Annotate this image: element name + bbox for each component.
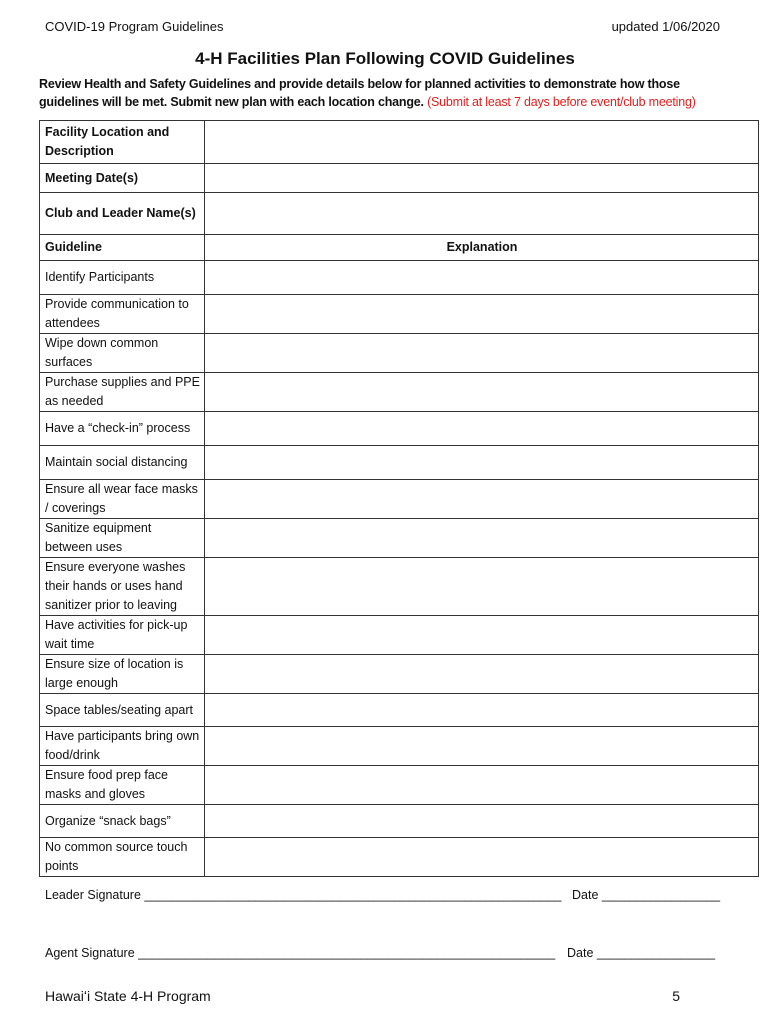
facility-location-label: Facility Location and Description bbox=[40, 121, 205, 164]
guideline-label: Have participants bring own food/drink bbox=[40, 727, 205, 766]
table-row bbox=[40, 480, 759, 519]
table-row bbox=[40, 519, 759, 558]
table-row bbox=[40, 121, 759, 164]
header-updated-date: updated 1/06/2020 bbox=[611, 19, 720, 34]
intro-paragraph bbox=[39, 75, 739, 111]
explanation-field[interactable] bbox=[205, 334, 759, 373]
guideline-label: Have activities for pick-up wait time bbox=[40, 616, 205, 655]
agent-signature-line[interactable]: Agent Signature ____________________________________________________________ bbox=[45, 946, 556, 960]
facility-location-field[interactable] bbox=[205, 121, 759, 164]
table-row bbox=[40, 334, 759, 373]
explanation-field[interactable] bbox=[205, 373, 759, 412]
explanation-field[interactable] bbox=[205, 558, 759, 616]
agent-date-line[interactable]: Date _________________ bbox=[567, 946, 716, 960]
facilities-plan-table bbox=[39, 120, 759, 877]
leader-date-line[interactable]: Date _________________ bbox=[572, 888, 721, 902]
table-row bbox=[40, 727, 759, 766]
club-leader-label: Club and Leader Name(s) bbox=[40, 193, 205, 235]
guideline-label: Ensure food prep face masks and gloves bbox=[40, 766, 205, 805]
table-row bbox=[40, 261, 759, 295]
guideline-column-header: Guideline bbox=[40, 235, 205, 261]
table-row bbox=[40, 164, 759, 193]
guideline-label: Provide communication to attendees bbox=[40, 295, 205, 334]
explanation-field[interactable] bbox=[205, 655, 759, 694]
explanation-field[interactable] bbox=[205, 727, 759, 766]
meeting-dates-field[interactable] bbox=[205, 164, 759, 193]
guideline-label: Organize “snack bags” bbox=[40, 805, 205, 838]
explanation-field[interactable] bbox=[205, 616, 759, 655]
footer-page-number: 5 bbox=[672, 988, 680, 1004]
explanation-field[interactable] bbox=[205, 412, 759, 446]
table-header-row bbox=[40, 235, 759, 261]
explanation-field[interactable] bbox=[205, 519, 759, 558]
table-row bbox=[40, 558, 759, 616]
explanation-field[interactable] bbox=[205, 805, 759, 838]
guideline-label: Identify Participants bbox=[40, 261, 205, 295]
explanation-field[interactable] bbox=[205, 694, 759, 727]
guideline-label: Purchase supplies and PPE as needed bbox=[40, 373, 205, 412]
guideline-label: No common source touch points bbox=[40, 838, 205, 877]
guideline-label: Space tables/seating apart bbox=[40, 694, 205, 727]
table-row bbox=[40, 446, 759, 480]
explanation-field[interactable] bbox=[205, 838, 759, 877]
explanation-field[interactable] bbox=[205, 261, 759, 295]
guideline-label: Ensure all wear face masks / coverings bbox=[40, 480, 205, 519]
leader-signature-line[interactable]: Leader Signature ____________________________________________________________ bbox=[45, 888, 562, 902]
explanation-column-header: Explanation bbox=[205, 235, 759, 261]
table-row bbox=[40, 373, 759, 412]
table-row bbox=[40, 412, 759, 446]
table-row bbox=[40, 805, 759, 838]
table-row bbox=[40, 616, 759, 655]
page-title: 4-H Facilities Plan Following COVID Guidelines bbox=[195, 49, 575, 68]
guideline-label: Wipe down common surfaces bbox=[40, 334, 205, 373]
table-row bbox=[40, 838, 759, 877]
table-row bbox=[40, 694, 759, 727]
club-leader-field[interactable] bbox=[205, 193, 759, 235]
header-left: COVID-19 Program Guidelines bbox=[45, 19, 224, 34]
explanation-field[interactable] bbox=[205, 446, 759, 480]
guideline-label: Sanitize equipment between uses bbox=[40, 519, 205, 558]
guideline-label: Ensure everyone washes their hands or uses hand sanitizer prior to leaving bbox=[40, 558, 205, 616]
table-row bbox=[40, 766, 759, 805]
intro-text: Review Health and Safety Guidelines and provide details below for planned activities to demonstrate how those guidelines will be met. Submit new plan with each location change. bbox=[39, 77, 680, 109]
guideline-label: Have a “check-in” process bbox=[40, 412, 205, 446]
intro-deadline-note: (Submit at least 7 days before event/club meeting) bbox=[427, 95, 696, 109]
table-row bbox=[40, 193, 759, 235]
meeting-dates-label: Meeting Date(s) bbox=[40, 164, 205, 193]
explanation-field[interactable] bbox=[205, 480, 759, 519]
table-row bbox=[40, 655, 759, 694]
explanation-field[interactable] bbox=[205, 766, 759, 805]
footer-program-name: Hawaiʻi State 4-H Program bbox=[45, 988, 211, 1004]
guideline-label: Maintain social distancing bbox=[40, 446, 205, 480]
table-row bbox=[40, 295, 759, 334]
explanation-field[interactable] bbox=[205, 295, 759, 334]
guideline-label: Ensure size of location is large enough bbox=[40, 655, 205, 694]
